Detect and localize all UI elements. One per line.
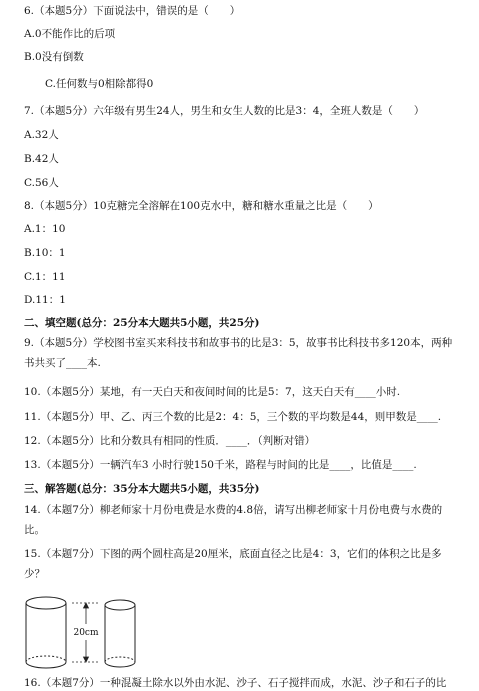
q8-option-a: A.1：10 [24, 223, 66, 235]
q8-option-c: C.1：11 [24, 271, 66, 283]
q6-option-c: C.任何数与0相除都得0 [45, 78, 154, 90]
cylinders-figure [22, 594, 147, 672]
section-heading-fill-in: 二、填空题(总分：25分本大题共5小题，共25分) [24, 317, 260, 329]
q7-option-b: B.42人 [24, 153, 59, 165]
q8-option-d: D.11：1 [24, 294, 66, 306]
q7-option-a: A.32人 [24, 129, 59, 141]
q11-text: 11.（本题5分）甲、乙、丙三个数的比是2：4：5，三个数的平均数是44，则甲数是____. [24, 411, 442, 423]
q6-option-b: B.0没有倒数 [24, 51, 84, 63]
right-cylinder [105, 600, 135, 667]
q6-stem: 6.（本题5分）下面说法中，错误的是（ ） [24, 5, 241, 17]
height-label: 20cm [73, 628, 99, 638]
q8-stem: 8.（本题5分）10克糖完全溶解在100克水中，糖和糖水重量之比是（ ） [24, 200, 379, 212]
q13-text: 13.（本题5分）一辆汽车3 小时行驶150千米，路程与时间的比是____，比值是____. [24, 459, 417, 471]
q12-text: 12.（本题5分）比和分数具有相同的性质．____．（判断对错） [24, 435, 316, 447]
q14-text: 14.（本题7分）柳老师家十月份电费是水费的4.8倍，请写出柳老师家十月份电费与水费的比。 [24, 504, 443, 536]
q16-text: 16.（本题7分）一种混凝土除水以外由水泥、沙子、石子搅拌而成，水泥、沙子和石子的比 [24, 677, 447, 689]
q7-option-c: C.56人 [24, 177, 59, 189]
q9-text: 9.（本题5分）学校图书室买来科技书和故事书的比是3：5，故事书比科技书多120本，两种书共买了____本. [24, 337, 453, 369]
q10-text: 10.（本题5分）某地，有一天白天和夜间时间的比是5：7，这天白天有____小时. [24, 386, 401, 398]
section-heading-solve: 三、解答题(总分：35分本大题共5小题，共35分) [24, 483, 260, 495]
q15-text: 15.（本题7分）下图的两个圆柱高是20厘米，底面直径之比是4：3，它们的体积之比是多少？ [24, 548, 442, 580]
q6-option-a: A.0不能作比的后项 [24, 28, 116, 40]
q7-stem: 7.（本题5分）六年级有男生24人，男生和女生人数的比是3：4，全班人数是（ ） [24, 105, 425, 117]
q8-option-b: B.10：1 [24, 247, 66, 259]
left-cylinder [26, 597, 66, 668]
